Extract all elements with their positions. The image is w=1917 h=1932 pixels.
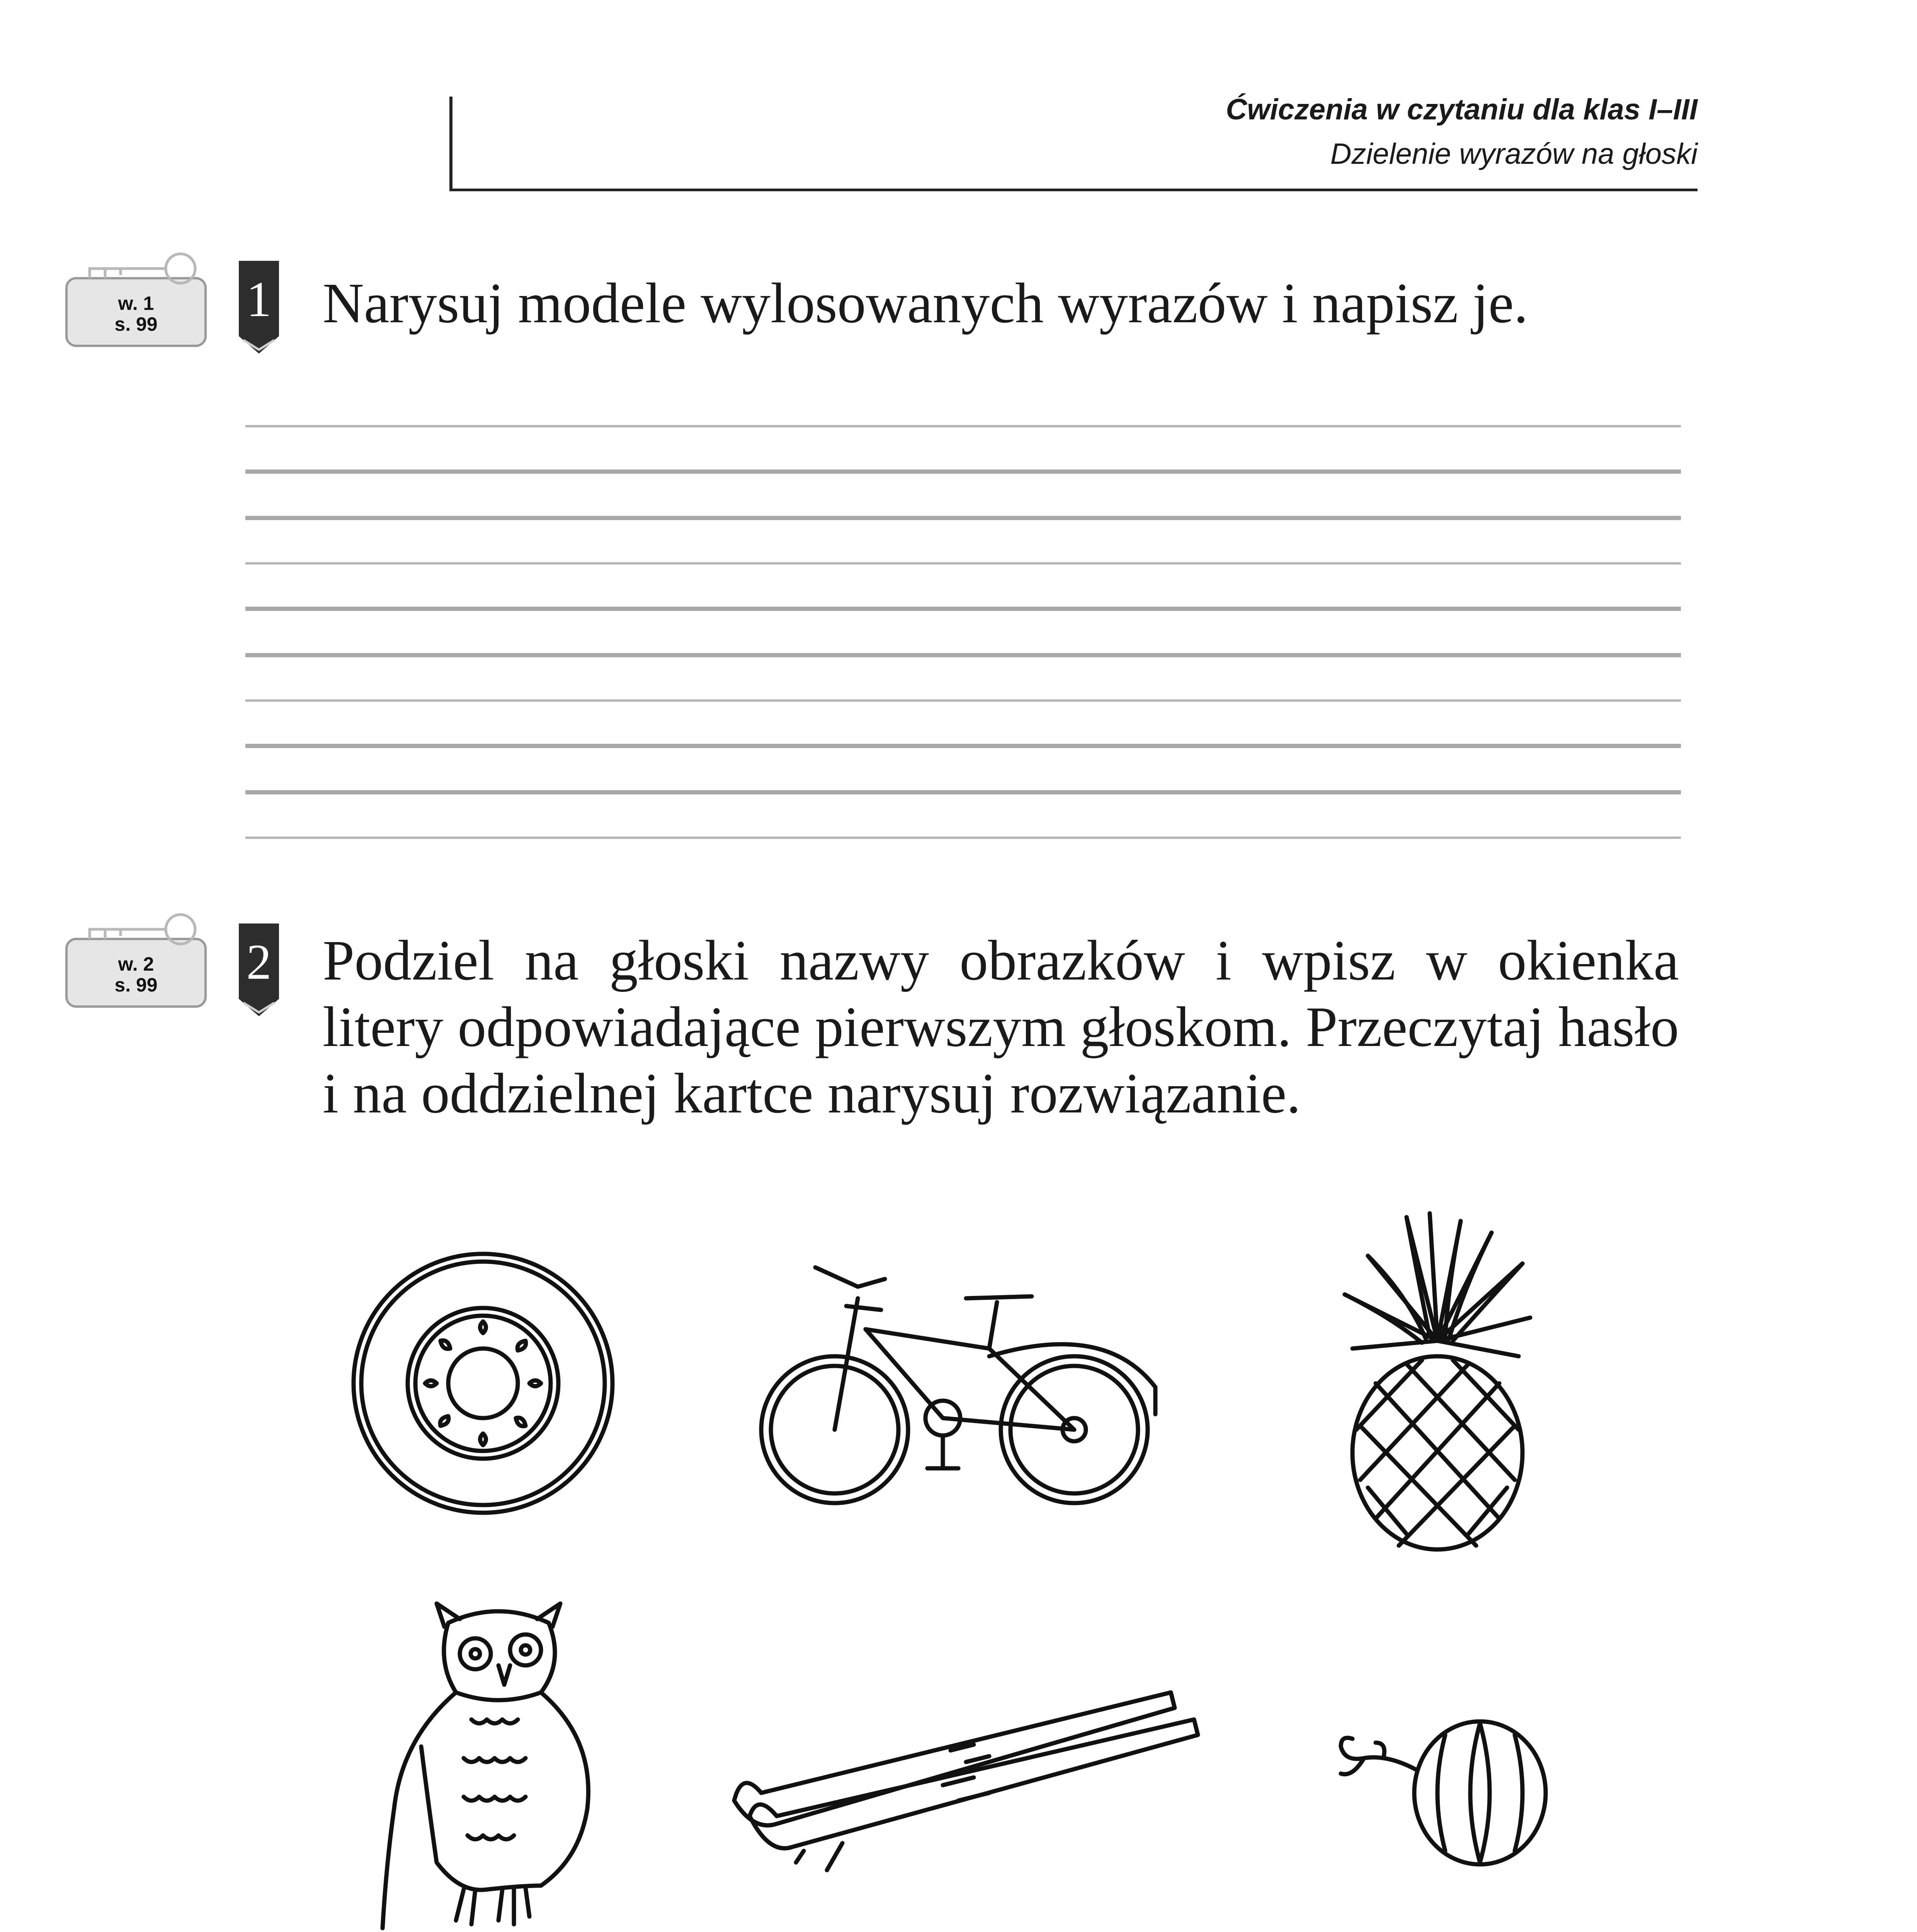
task-number-badge-1	[236, 257, 282, 361]
skis-icon	[726, 1669, 1206, 1886]
pineapple-icon	[1329, 1209, 1546, 1557]
key-ref-line2: s. 99	[114, 313, 158, 335]
watermelon-icon	[1329, 1708, 1553, 1878]
writing-line	[245, 607, 1681, 611]
writing-line	[245, 744, 1681, 748]
writing-line	[245, 562, 1681, 565]
writing-line	[245, 425, 1681, 427]
owl-icon	[371, 1592, 611, 1932]
key-ref-line1: w. 2	[118, 953, 154, 975]
writing-line	[245, 469, 1681, 474]
writing-line	[245, 699, 1681, 702]
task-number: 1	[246, 272, 272, 327]
task-number-badge-2	[236, 920, 282, 1024]
writing-lines	[245, 425, 1681, 858]
key-ref-line2: s. 99	[114, 974, 158, 996]
header-divider-horizontal	[449, 189, 1698, 191]
writing-line	[245, 516, 1681, 520]
key-reference-tag-1	[63, 247, 209, 348]
writing-line	[245, 653, 1681, 657]
header-divider-vertical	[449, 97, 452, 191]
task-2-instruction: Podziel na głoski nazwy obrazków i wpisz w okienka litery odpowiadające pierwszym głoskom. Przeczytaj hasło i na oddzielnej kartce narysuj rozwiązanie.	[323, 929, 1679, 1125]
key-ref-line1: w. 1	[118, 293, 154, 314]
header-title: Ćwiczenia w czytaniu dla klas I–III	[1226, 93, 1698, 126]
header-subtitle: Dzielenie wyrazów na głoski	[1330, 138, 1698, 170]
wheel-icon	[344, 1244, 622, 1522]
task-1-instruction: Narysuj modele wylosowanych wyrazów i napisz je.	[323, 272, 1528, 335]
bicycle-icon	[757, 1252, 1159, 1522]
writing-line	[245, 837, 1681, 839]
key-reference-tag-2	[63, 908, 209, 1009]
task-number: 2	[246, 934, 272, 990]
writing-line	[245, 790, 1681, 794]
